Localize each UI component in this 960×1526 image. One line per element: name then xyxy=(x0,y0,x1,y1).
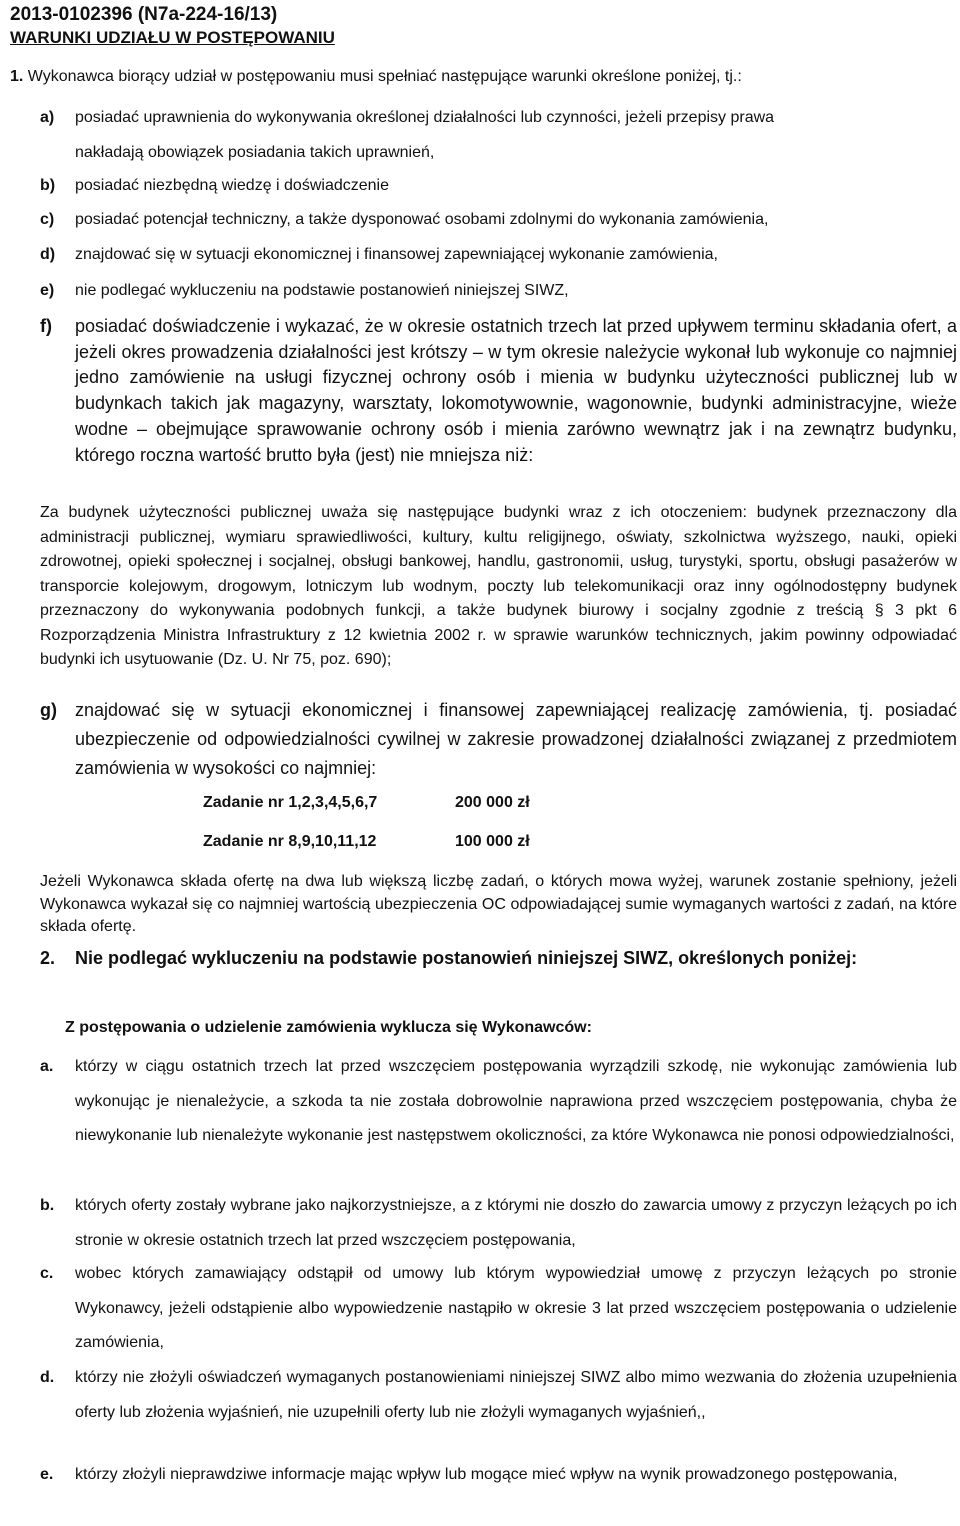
task-label: Zadanie nr 8,9,10,11,12 xyxy=(203,833,377,850)
condition-text: posiadać doświadczenie i wykazać, że w okresie ostatnich trzech lat przed upływem terminu składania ofert, a jeżeli okres prowadzenia działalności jest krótszy – w tym okresie należycie wykonał lub wykonuje co najmniej jedno zamówienie na usługi fizycznej ochrony osób i mienia w budynku użyteczności publicznej lub w budynkach takich jak magazyny, warsztaty, lokomotywownie, wagonownie, budynki administracyjne, wieże wodne – obejmujące sprawowanie ochrony osób i mienia zarówno wewnątrz jak i na zewnątrz budynku, którego roczna wartość brutto była (jest) nie mniejsza niż: xyxy=(75,316,957,465)
public-building-definition: Za budynek użyteczności publicznej uważa się następujące budynki wraz z ich otoczeniem: budynek przeznaczony dla administracji publicznej, wymiaru sprawiedliwości, kultury, kultu religijnego, oświaty, szkolnictwa wyższego, nauki, opieki zdrowotnej, opieki społecznej i socjalnej, obsługi bankowej, handlu, gastronomii, usług, turystyki, sportu, obsługi pasażerów w transporcie kolejowym, drogowym, lotniczym lub wodnym, poczty lub telekomunikacji oraz inny ogólnodostępny budynek przeznaczony do wykonywania podobnych funkcji, a także budynek biurowy i socjalny zgodnie z treścią § 3 pkt 6 Rozporządzenia Ministra Infrastruktury z 12 kwietnia 2002 r. w sprawie warunków technicznych, jakim powinny odpowiadać budynki ich usytuowanie (Dz. U. Nr 75, poz. 690); xyxy=(40,504,957,668)
condition-label: c) xyxy=(40,211,55,228)
condition-text: posiadać uprawnienia do wykonywania określonej działalności lub czynności, jeżeli przepisy prawa xyxy=(75,109,775,126)
condition-item-c xyxy=(40,210,957,230)
exclusion-label: d. xyxy=(40,1369,55,1386)
condition-text: nie podlegać wykluczeniu na podstawie postanowień niniejszej SIWZ, xyxy=(75,282,569,299)
section-1-intro xyxy=(10,67,742,87)
condition-text: znajdować się w sytuacji ekonomicznej i finansowej zapewniającej wykonanie zamówienia, xyxy=(75,246,718,263)
condition-item-b xyxy=(40,176,957,196)
section-2-subtitle: Z postępowania o udzielenie zamówienia wyklucza się Wykonawców: xyxy=(65,1019,592,1036)
exclusion-label: e. xyxy=(40,1466,54,1483)
exclusion-item-c xyxy=(40,1257,957,1362)
condition-item-f xyxy=(40,314,957,494)
condition-label: f) xyxy=(40,316,52,336)
condition-item-a-continuation: nakładają obowiązek posiadania takich uprawnień, xyxy=(75,144,435,161)
exclusion-item-e xyxy=(40,1458,957,1526)
exclusion-label: b. xyxy=(40,1197,55,1214)
condition-item-d xyxy=(40,245,957,265)
section-2-number: 2. xyxy=(40,948,56,968)
document-title: 2013-0102396 (N7a-224-16/13) xyxy=(10,4,278,25)
condition-text: posiadać potencjał techniczny, a także dysponować osobami zdolnymi do wykonania zamówienia, xyxy=(75,211,769,228)
exclusion-text: którzy w ciągu ostatnich trzech lat przed wszczęciem postępowania wyrządzili szkodę, nie wykonując zamówienia lub wykonując je nienależycie, a szkoda ta nie została dobrowolnie naprawiona przed wszczęciem postępowania, chyba że niewykonanie lub nienależyte wykonanie jest następstwem okoliczności, za które Wykonawca nie ponosi odpowiedzialności, xyxy=(75,1058,957,1144)
exclusion-text: którzy złożyli nieprawdziwe informacje mając wpływ lub mogące mieć wpływ na wynik prowadzonego postępowania, xyxy=(75,1466,898,1483)
task-amount: 100 000 zł xyxy=(455,833,530,850)
exclusion-item-b xyxy=(40,1189,957,1259)
task-label: Zadanie nr 1,2,3,4,5,6,7 xyxy=(203,794,378,811)
insurance-note: Jeżeli Wykonawca składa ofertę na dwa lub większą liczbę zadań, o których mowa wyżej, warunek zostanie spełniony, jeżeli Wykonawca wykazał się co najmniej wartością ubezpieczenia OC odpowiadającej sumie wymaganych wartości z zadań, na które składa ofertę. xyxy=(40,873,957,935)
exclusion-text: wobec których zamawiający odstąpił od umowy lub którym wypowiedział umowę z przyczyn leżących po stronie Wykonawcy, jeżeli odstąpienie albo wypowiedzenie nastąpiło w okresie 3 lat przed wszczęciem postępowania o udzielenie zamówienia, xyxy=(75,1265,957,1351)
condition-label: a) xyxy=(40,109,55,126)
condition-label: e) xyxy=(40,282,55,299)
condition-item-e xyxy=(40,281,957,301)
condition-item-g xyxy=(40,696,957,786)
condition-item-a xyxy=(40,108,957,128)
exclusion-label: c. xyxy=(40,1265,54,1282)
exclusion-text: których oferty zostały wybrane jako najkorzystniejsze, a z którymi nie doszło do zawarcia umowy z przyczyn leżących po ich stronie w okresie ostatnich trzech lat przed wszczęciem postępowania, xyxy=(75,1197,957,1249)
exclusion-item-d xyxy=(40,1361,957,1466)
section-1-number: 1. xyxy=(10,68,24,85)
condition-text: posiadać niezbędną wiedzę i doświadczenie xyxy=(75,177,389,194)
section-2-heading xyxy=(40,942,957,1008)
task-amount-row xyxy=(203,793,530,813)
task-amount: 200 000 zł xyxy=(455,794,530,811)
condition-label: g) xyxy=(40,700,57,720)
exclusion-label: a. xyxy=(40,1058,54,1075)
condition-text: znajdować się w sytuacji ekonomicznej i finansowej zapewniającej realizację zamówienia, tj. posiadać ubezpieczenie od odpowiedzialności cywilnej w zakresie prowadzonej działalności związanej z przedmiotem zamówienia w wysokości co najmniej: xyxy=(75,700,957,778)
task-amount-row xyxy=(203,832,530,852)
condition-label: b) xyxy=(40,177,56,194)
condition-label: d) xyxy=(40,246,56,263)
exclusion-text: którzy nie złożyli oświadczeń wymaganych postanowieniami niniejszej SIWZ albo mimo wezwania do złożenia uzupełnienia oferty lub złożenia wyjaśnień, nie uzupełnili oferty lub nie złożyli wymaganych wyjaśnień,, xyxy=(75,1369,957,1421)
section-2-title: Nie podlegać wykluczeniu na podstawie postanowień niniejszej SIWZ, określonych poniżej: xyxy=(75,948,858,968)
exclusion-item-a xyxy=(40,1050,957,1190)
document-subtitle: WARUNKI UDZIAŁU W POSTĘPOWANIU xyxy=(10,28,335,47)
section-1-text: Wykonawca biorący udział w postępowaniu musi spełniać następujące warunki określone poniżej, tj.: xyxy=(27,68,742,85)
